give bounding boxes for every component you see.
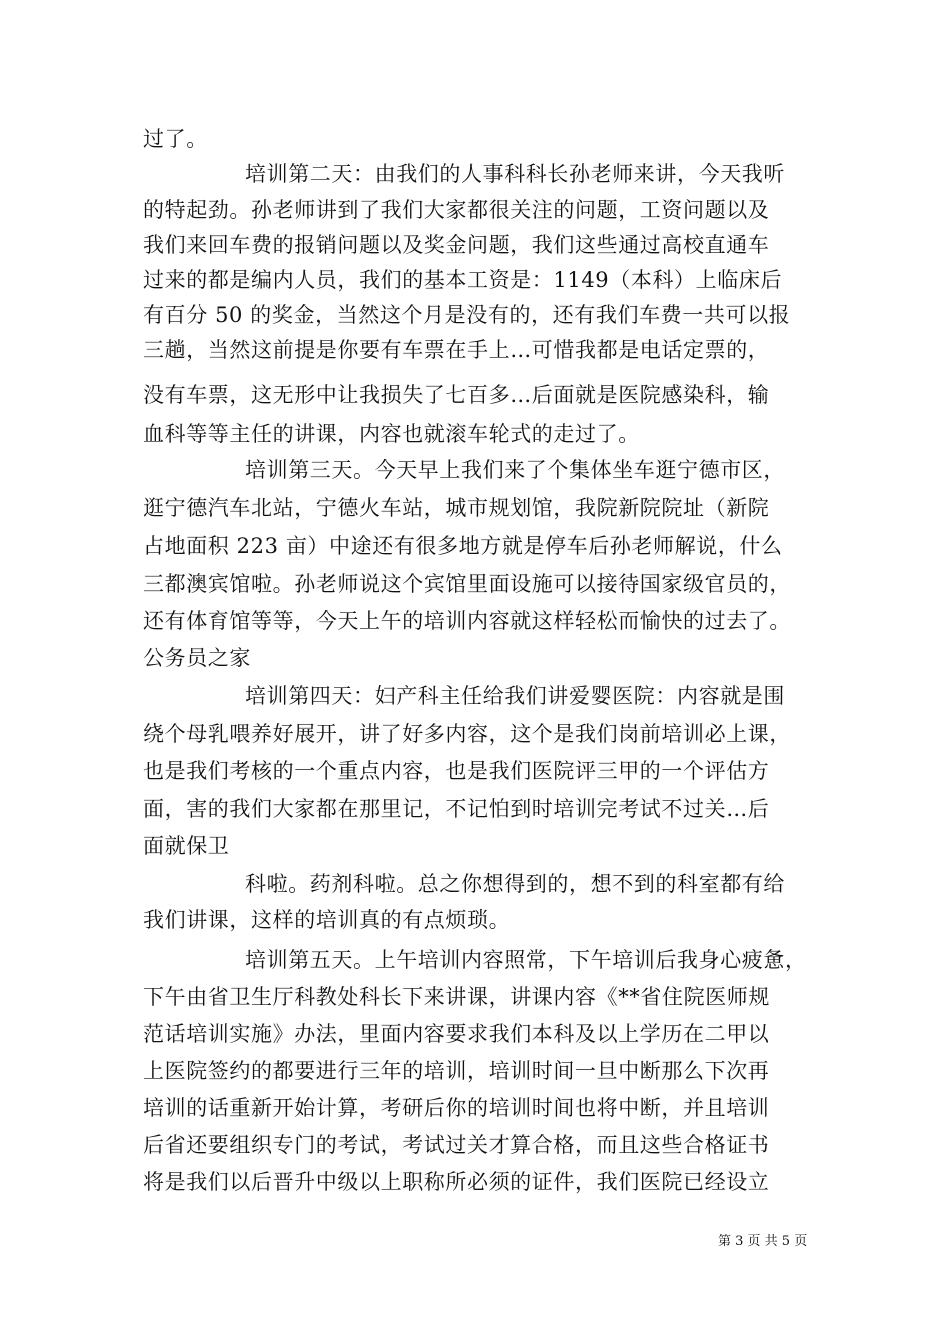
text-line: 下午由省卫生厅科教处科长下来讲课，讲课内容《**省住院医师规	[143, 985, 770, 1009]
text-line: 培训第五天。上午培训内容照常，下午培训后我身心疲惫，	[245, 948, 807, 972]
text-line: 面，害的我们大家都在那里记，不记怕到时培训完考试不过关…后	[143, 797, 770, 821]
text-line: 面就保卫	[143, 834, 230, 858]
text-line: 培训的话重新开始计算，考研后你的培训时间也将中断，并且培训	[143, 1096, 770, 1120]
text-line: 占地面积 223 亩）中途还有很多地方就是停车后孙老师解说，什么	[143, 534, 783, 558]
text-line: 过了。	[143, 127, 208, 151]
text-line: 将是我们以后晋升中级以上职称所必须的证件，我们医院已经设立	[143, 1170, 770, 1194]
page-number: 第 3 页 共 5 页	[718, 1234, 808, 1249]
text-line: 范话培训实施》办法，里面内容要求我们本科及以上学历在二甲以	[143, 1022, 770, 1046]
text-line: 有百分 50 的奖金，当然这个月是没有的，还有我们车费一共可以报	[143, 303, 791, 327]
text-line: 我们来回车费的报销问题以及奖金问题，我们这些通过高校直通车	[143, 233, 770, 257]
text-line: 也是我们考核的一个重点内容，也是我们医院评三甲的一个评估方	[143, 759, 770, 783]
text-line: 过来的都是编内人员，我们的基本工资是：1149（本科）上临床后	[143, 268, 783, 292]
text-line: 三都澳宾馆啦。孙老师说这个宾馆里面设施可以接待国家级官员的，	[143, 572, 791, 596]
text-line: 我们讲课，这样的培训真的有点烦琐。	[143, 908, 511, 932]
text-line: 培训第二天：由我们的人事科科长孙老师来讲，今天我听	[245, 162, 785, 186]
text-line: 血科等等主任的讲课，内容也就滚车轮式的走过了。	[143, 422, 640, 446]
text-line: 上医院签约的都要进行三年的培训，培训时间一旦中断那么下次再	[143, 1059, 770, 1083]
text-line: 培训第四天：妇产科主任给我们讲爱婴医院：内容就是围	[245, 684, 785, 708]
text-line: 绕个母乳喂养好展开，讲了好多内容，这个是我们岗前培训必上课，	[143, 722, 791, 746]
text-line: 公务员之家	[143, 646, 251, 670]
text-line: 逛宁德汽车北站，宁德火车站，城市规划馆，我院新院院址（新院	[143, 496, 770, 520]
text-line: 后省还要组织专门的考试，考试过关才算合格，而且这些合格证书	[143, 1133, 770, 1157]
text-line: 还有体育馆等等，今天上午的培训内容就这样轻松而愉快的过去了。	[143, 609, 791, 633]
text-line: 没有车票，这无形中让我损失了七百多…后面就是医院感染科，输	[143, 383, 770, 407]
text-line: 三趟，当然这前提是你要有车票在手上…可惜我都是电话定票的，	[143, 338, 770, 362]
text-line: 科啦。药剂科啦。总之你想得到的，想不到的科室都有给	[245, 872, 785, 896]
text-line: 培训第三天。今天早上我们来了个集体坐车逛宁德市区，	[245, 458, 785, 482]
text-line: 的特起劲。孙老师讲到了我们大家都很关注的问题，工资问题以及	[143, 198, 770, 222]
